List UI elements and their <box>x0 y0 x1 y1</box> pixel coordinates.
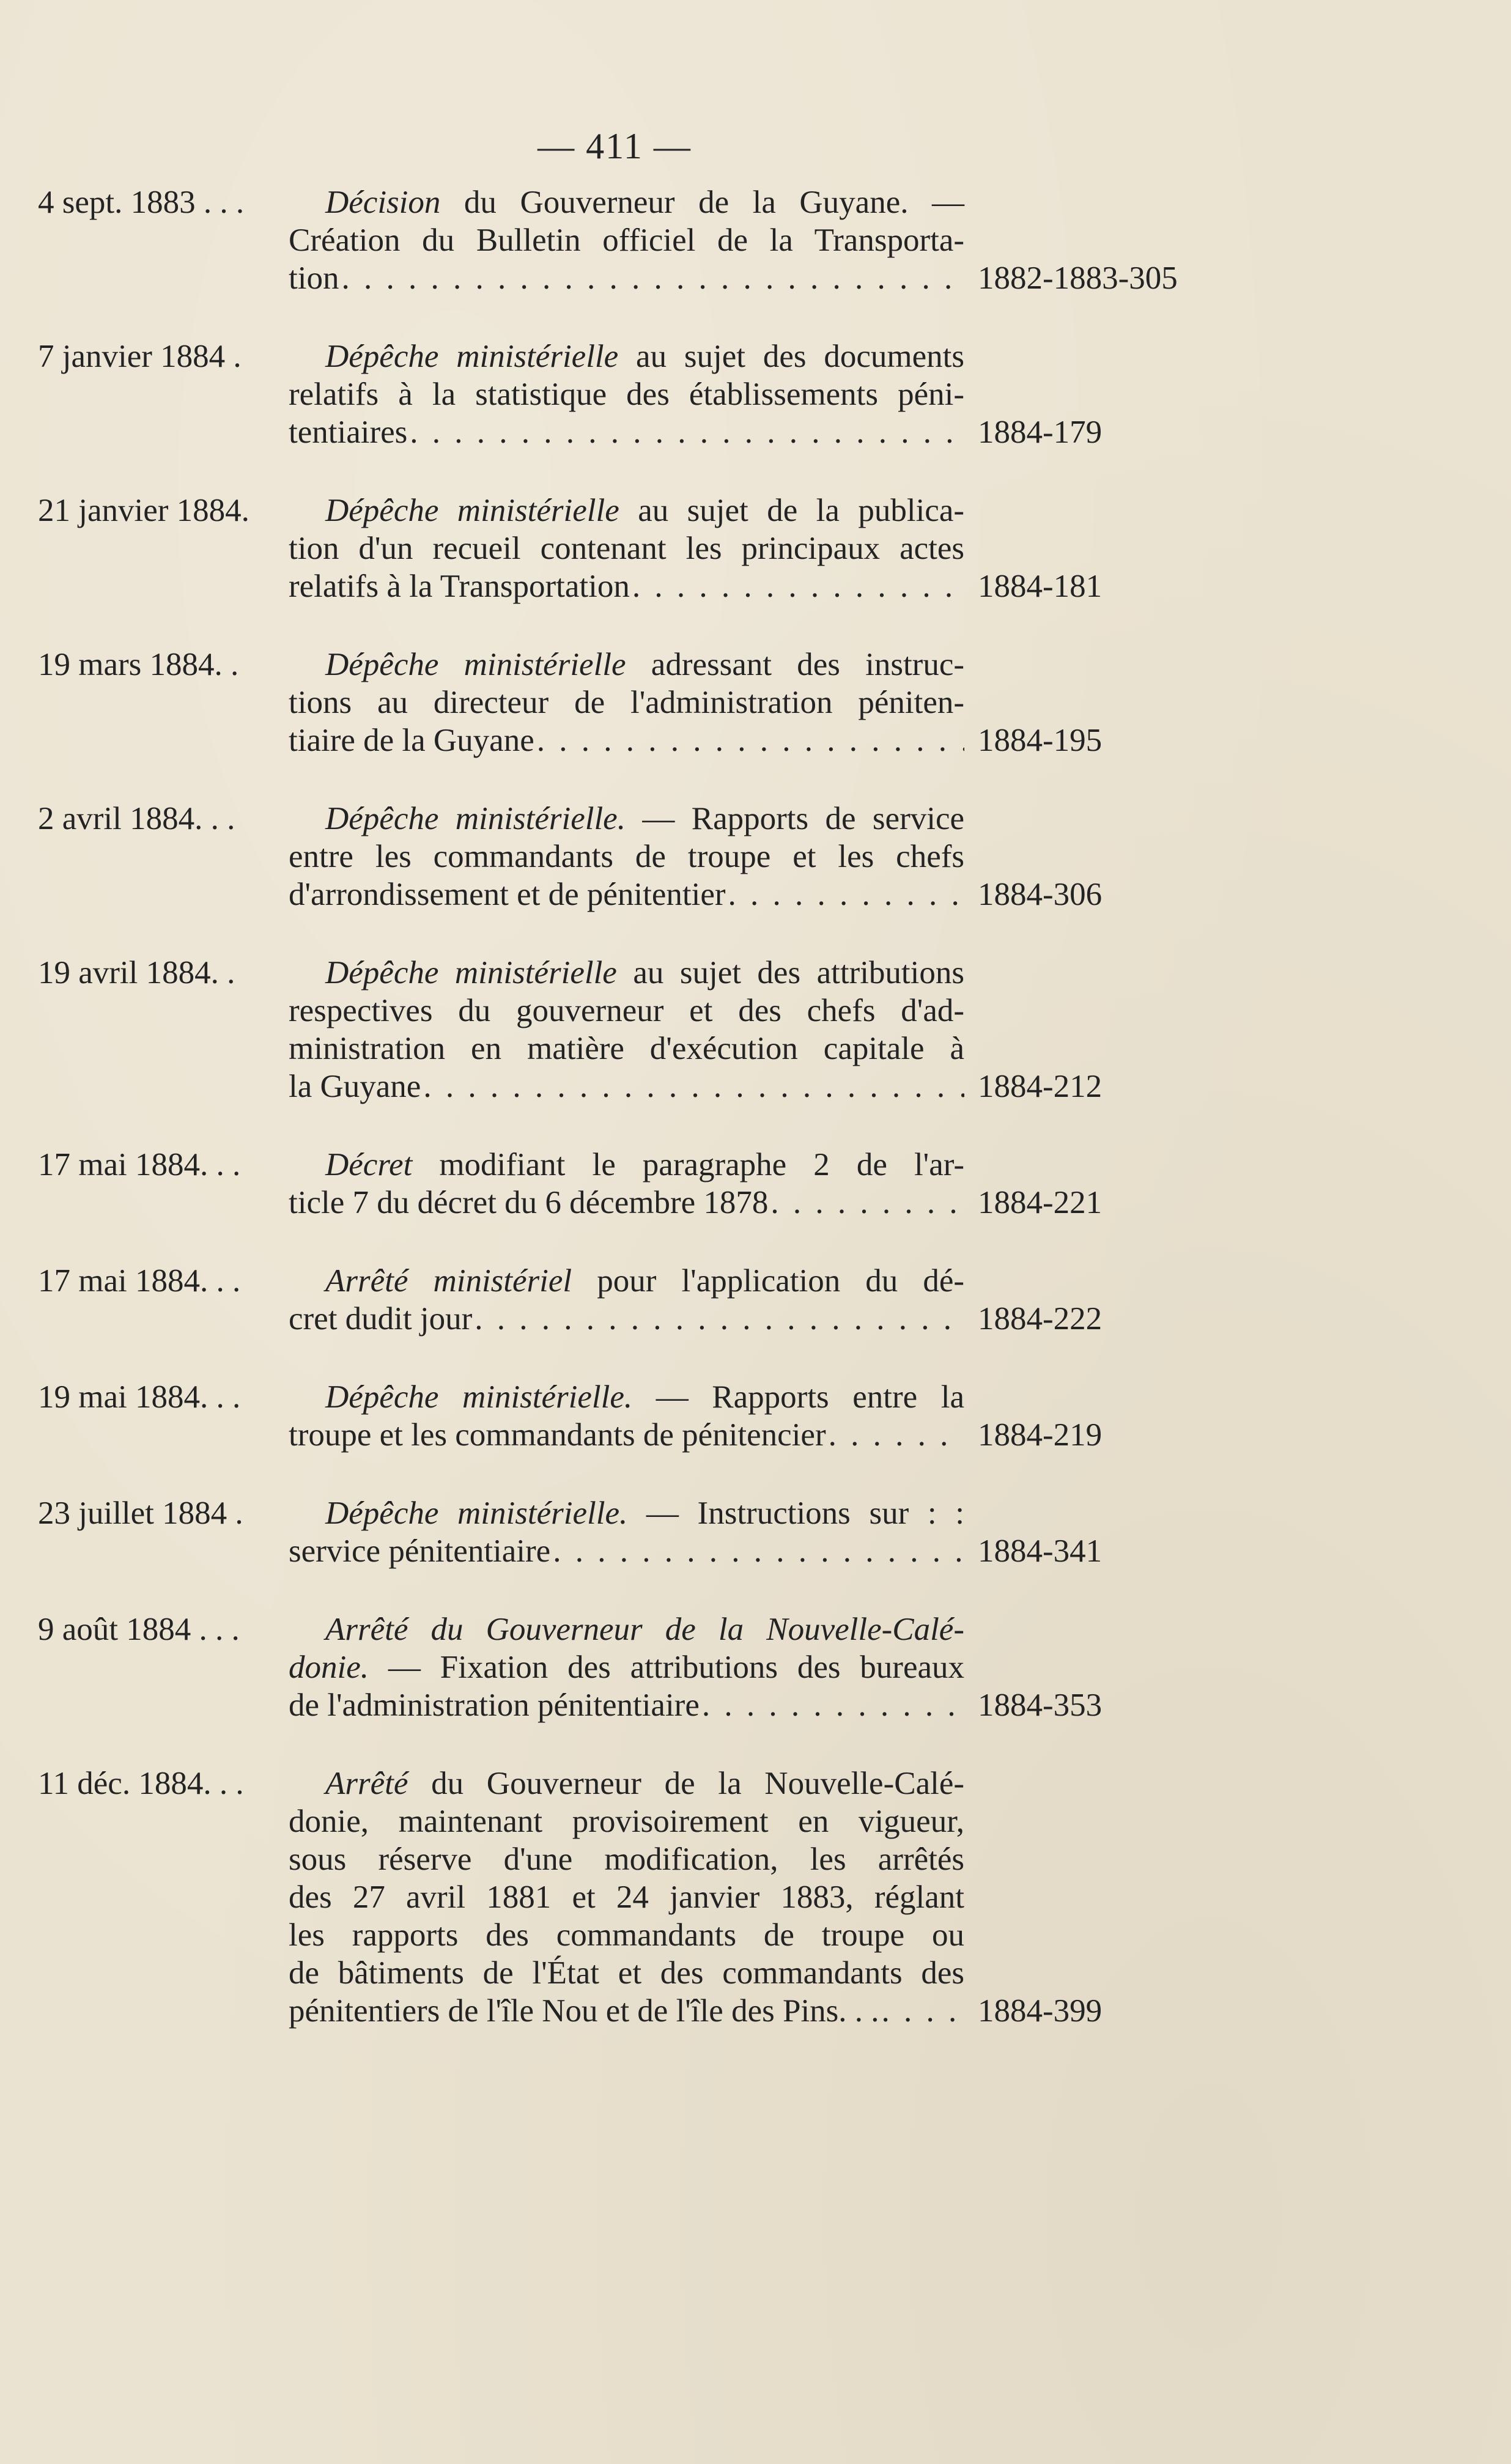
act-text: relatifs à la statistique des établissements péni- <box>289 377 964 412</box>
entry-line <box>289 529 964 567</box>
act-type: Arrêté ministériel <box>325 1263 572 1299</box>
entry-line-text <box>325 1496 964 1531</box>
entry-list <box>38 183 1200 2070</box>
entry-line-text <box>325 339 964 374</box>
entry-reference: 1882-1883-305 <box>978 260 1178 296</box>
entry-line <box>289 1878 964 1916</box>
entry-line <box>289 646 964 684</box>
entry-line-text <box>289 839 964 874</box>
act-text: pénitentiers de l'île Nou et de l'île des Pins. . . <box>289 1993 879 2029</box>
entry-line <box>289 183 964 221</box>
entry-description <box>289 338 964 451</box>
act-text: cret dudit jour <box>289 1301 473 1337</box>
entry-line-text <box>325 1263 964 1299</box>
entry-line <box>289 1686 964 1724</box>
entry-line-text <box>325 955 964 990</box>
entry-row <box>38 800 1200 913</box>
entry-line <box>289 1068 964 1105</box>
entry-line-text <box>289 1532 550 1570</box>
entry-description <box>289 800 964 913</box>
act-text: des 27 avril 1881 et 24 janvier 1883, réglant <box>289 1879 964 1915</box>
act-text: entre les commandants de troupe et les chefs <box>289 839 964 874</box>
entry-line-text <box>325 801 964 836</box>
entry-date: 2 avril 1884. . . <box>38 801 235 836</box>
act-text: adressant des instruc- <box>626 647 964 682</box>
entry-line-text <box>289 1416 826 1454</box>
entry-date: 7 janvier 1884 . <box>38 339 242 374</box>
entry-line-text <box>289 531 964 566</box>
entry-date: 9 août 1884 . . . <box>38 1612 240 1647</box>
act-text: relatifs à la Transportation <box>289 569 630 604</box>
entry-date: 11 déc. 1884. . . <box>38 1766 244 1801</box>
entry-line-text <box>289 1686 700 1724</box>
entry-row <box>38 1610 1200 1724</box>
entry-line <box>289 800 964 838</box>
entry-line <box>289 1184 964 1222</box>
act-text: de l'administration pénitentiaire <box>289 1688 700 1723</box>
entry-reference: 1884-222 <box>978 1301 1103 1337</box>
entry-reference: 1884-399 <box>978 1993 1103 2029</box>
entry-reference: 1884-195 <box>978 723 1103 758</box>
entry-line <box>289 1992 964 2030</box>
dot-leader <box>700 1686 964 1724</box>
entry-line <box>289 413 964 451</box>
dot-leader <box>630 567 964 605</box>
entry-reference: 1884-306 <box>978 877 1103 912</box>
entry-line-text <box>325 493 964 528</box>
entry-line-text <box>289 993 964 1028</box>
dot-leader <box>826 1416 964 1454</box>
entry-row <box>38 338 1200 451</box>
entry-line <box>289 1648 964 1686</box>
entry-line-text <box>289 567 630 605</box>
entry-line-text <box>289 1955 964 1991</box>
entry-line <box>289 1494 964 1532</box>
act-text: les rapports des commandants de troupe ou <box>289 1917 964 1953</box>
entry-line <box>289 1765 964 1802</box>
entry-row <box>38 954 1200 1105</box>
entry-line <box>289 1802 964 1840</box>
act-type: Dépêche ministérielle. <box>325 1496 628 1531</box>
entry-description <box>289 183 964 297</box>
entry-line-text <box>325 1147 964 1182</box>
act-text: sous réserve d'une modification, les arrêtés <box>289 1842 964 1877</box>
entry-line <box>289 338 964 375</box>
act-type: Arrêté du Gouverneur de la Nouvelle-Calé- <box>325 1612 964 1647</box>
dot-leader <box>879 1992 964 2030</box>
act-type: Décret <box>325 1147 413 1182</box>
entry-line-text <box>289 1031 964 1066</box>
act-text: respectives du gouverneur et des chefs d'ad- <box>289 993 964 1028</box>
entry-line <box>289 375 964 413</box>
entry-row <box>38 1378 1200 1454</box>
entry-line-text <box>289 721 534 759</box>
entry-line-text <box>289 1300 472 1338</box>
entry-line <box>289 567 964 605</box>
act-type: Dépêche ministérielle <box>325 493 619 528</box>
entry-row <box>38 492 1200 605</box>
act-text: du Gouverneur de la Nouvelle-Calé- <box>408 1766 964 1801</box>
entry-row <box>38 646 1200 759</box>
entry-description <box>289 1262 964 1338</box>
act-text: du Gouverneur de la Guyane. — <box>440 185 964 220</box>
entry-date: 4 sept. 1883 . . . <box>38 185 245 220</box>
act-text: tions au directeur de l'administration péniten- <box>289 685 964 720</box>
entry-row <box>38 1765 1200 2030</box>
entry-date: 21 janvier 1884. <box>38 493 249 528</box>
entry-reference: 1884-341 <box>978 1533 1103 1569</box>
entry-description <box>289 1146 964 1222</box>
entry-line-text <box>289 1068 421 1105</box>
entry-reference: 1884-181 <box>978 569 1103 604</box>
entry-line-text <box>325 647 964 682</box>
entry-line-text <box>289 223 964 258</box>
entry-line <box>289 1300 964 1338</box>
entry-description <box>289 1378 964 1454</box>
act-text: ticle 7 du décret du 6 décembre 1878 <box>289 1185 769 1220</box>
act-text: ministration en matière d'exécution capitale à <box>289 1031 964 1066</box>
entry-line <box>289 992 964 1030</box>
entry-line-text <box>289 1842 964 1877</box>
act-text: tion <box>289 260 339 296</box>
entry-line <box>289 1840 964 1878</box>
act-text: au sujet de la publica- <box>619 493 964 528</box>
act-text: troupe et les commandants de pénitencier <box>289 1417 826 1453</box>
entry-line-text <box>289 259 339 297</box>
entry-line <box>289 684 964 721</box>
entry-line-text <box>289 1184 768 1222</box>
entry-description <box>289 954 964 1105</box>
entry-line-text <box>289 1879 964 1915</box>
entry-line <box>289 876 964 913</box>
entry-reference: 1884-212 <box>978 1069 1103 1104</box>
act-text: au sujet des attributions <box>616 955 965 990</box>
entry-reference: 1884-219 <box>978 1417 1103 1453</box>
act-text: — Instructions sur : : <box>627 1496 964 1531</box>
entry-line <box>289 1610 964 1648</box>
entry-line-text <box>325 185 964 220</box>
dot-leader <box>421 1068 964 1105</box>
entry-line-text <box>289 1650 964 1685</box>
entry-date: 17 mai 1884. . . <box>38 1147 241 1182</box>
act-type: donie. <box>289 1650 369 1685</box>
entry-line-text <box>289 1804 964 1839</box>
act-text: tion d'un recueil contenant les principaux actes <box>289 531 964 566</box>
entry-line-text <box>289 685 964 720</box>
dot-leader <box>472 1300 964 1338</box>
entry-date: 19 mars 1884. . <box>38 647 239 682</box>
act-type: Dépêche ministérielle <box>325 339 619 374</box>
entry-line-text <box>289 1992 879 2030</box>
entry-line <box>289 1378 964 1416</box>
entry-line-text <box>289 1917 964 1953</box>
dot-leader <box>726 876 965 913</box>
dot-leader <box>768 1184 964 1222</box>
entry-row <box>38 1146 1200 1222</box>
entry-line <box>289 1532 964 1570</box>
act-type: Décision <box>325 185 441 220</box>
act-text: pour l'application du dé- <box>572 1263 964 1299</box>
entry-line-text <box>289 876 726 913</box>
act-text: de bâtiments de l'État et des commandants des <box>289 1955 964 1991</box>
entry-line <box>289 221 964 259</box>
entry-line <box>289 954 964 992</box>
entry-reference: 1884-179 <box>978 415 1103 450</box>
entry-date: 19 mai 1884. . . <box>38 1379 241 1415</box>
dot-leader <box>339 259 964 297</box>
entry-description <box>289 1765 964 2030</box>
entry-description <box>289 492 964 605</box>
act-text: service pénitentiaire <box>289 1533 551 1569</box>
act-type: Dépêche ministérielle <box>325 647 626 682</box>
entry-row <box>38 1262 1200 1338</box>
entry-line <box>289 1262 964 1300</box>
dot-leader <box>407 413 964 451</box>
entry-date: 23 juillet 1884 . <box>38 1496 243 1531</box>
entry-line <box>289 1030 964 1068</box>
page-number: — 411 — <box>538 126 692 166</box>
entry-row <box>38 1494 1200 1570</box>
act-text: — Rapports de service <box>625 801 964 836</box>
act-text: la Guyane <box>289 1069 421 1104</box>
dot-leader <box>534 721 964 759</box>
act-text: donie, maintenant provisoirement en vigueur, <box>289 1804 964 1839</box>
entry-date: 19 avril 1884. . <box>38 955 235 990</box>
act-type: Dépêche ministérielle <box>325 955 617 990</box>
entry-line-text <box>325 1379 964 1415</box>
act-text: — Rapports entre la <box>632 1379 965 1415</box>
entry-reference: 1884-221 <box>978 1185 1103 1220</box>
entry-line <box>289 838 964 876</box>
entry-description <box>289 646 964 759</box>
entry-description <box>289 1610 964 1724</box>
act-text: Création du Bulletin officiel de la Transporta- <box>289 223 964 258</box>
entry-line <box>289 1954 964 1992</box>
entry-line <box>289 721 964 759</box>
act-text: tiaire de la Guyane <box>289 723 534 758</box>
act-text: tentiaires <box>289 415 408 450</box>
entry-reference: 1884-353 <box>978 1688 1103 1723</box>
entry-line-text <box>289 413 407 451</box>
act-text: modifiant le paragraphe 2 de l'ar- <box>412 1147 964 1182</box>
entry-date: 17 mai 1884. . . <box>38 1263 241 1299</box>
entry-line <box>289 492 964 529</box>
entry-line-text <box>325 1766 964 1801</box>
entry-line-text <box>325 1612 964 1647</box>
entry-line <box>289 1416 964 1454</box>
act-type: Dépêche ministérielle. <box>325 1379 633 1415</box>
entry-line <box>289 259 964 297</box>
act-text: au sujet des documents <box>618 339 964 374</box>
act-text: d'arrondissement et de pénitentier <box>289 877 726 912</box>
act-text: — Fixation des attributions des bureaux <box>369 1650 964 1685</box>
entry-line <box>289 1916 964 1954</box>
act-type: Dépêche ministérielle. <box>325 801 626 836</box>
entry-description <box>289 1494 964 1570</box>
act-type: Arrêté <box>325 1766 408 1801</box>
entry-row <box>38 183 1200 297</box>
entry-line <box>289 1146 964 1184</box>
entry-line-text <box>289 377 964 412</box>
dot-leader <box>550 1532 964 1570</box>
